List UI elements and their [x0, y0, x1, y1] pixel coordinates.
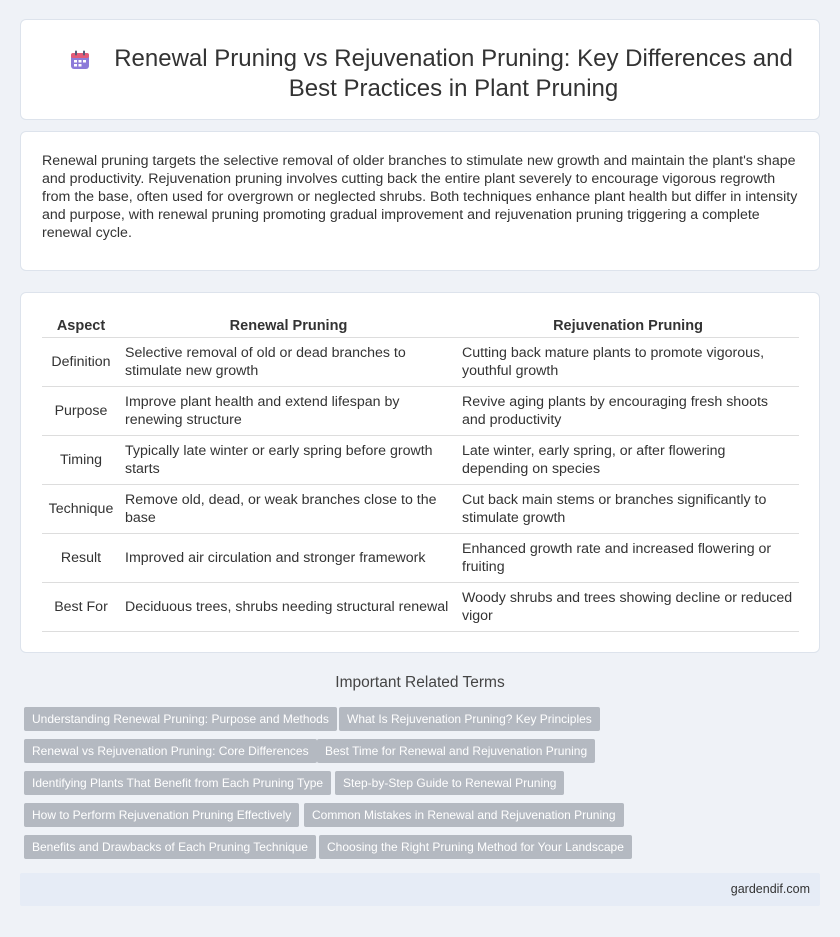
- cell-aspect: Definition: [42, 337, 120, 386]
- cell-renewal: Improve plant health and extend lifespan by renewing structure: [120, 386, 457, 435]
- table-row: [42, 484, 799, 533]
- footer: [20, 873, 820, 906]
- cell-renewal: Remove old, dead, or weak branches close to the base: [120, 484, 457, 533]
- header-rejuvenation: Rejuvenation Pruning: [457, 312, 799, 337]
- related-term-link[interactable]: Common Mistakes in Renewal and Rejuvenation Pruning: [304, 803, 624, 827]
- table-header-row: [42, 312, 799, 337]
- related-term-link[interactable]: Step-by-Step Guide to Renewal Pruning: [335, 771, 564, 795]
- table-row: [42, 435, 799, 484]
- related-terms-title: Important Related Terms: [335, 674, 505, 691]
- cell-aspect: Purpose: [42, 386, 120, 435]
- header-aspect: Aspect: [42, 312, 120, 337]
- related-term-link[interactable]: Identifying Plants That Benefit from Each Pruning Type: [24, 771, 331, 795]
- summary-card: [20, 131, 820, 271]
- related-term-link[interactable]: How to Perform Rejuvenation Pruning Effectively: [24, 803, 299, 827]
- cell-rejuvenation: Revive aging plants by encouraging fresh shoots and productivity: [457, 386, 799, 435]
- cell-aspect: Timing: [42, 435, 120, 484]
- comparison-table: [42, 312, 799, 632]
- page-title: Renewal Pruning vs Rejuvenation Pruning: Key Differences and Best Practices in Plant Pruning: [114, 45, 793, 102]
- related-term-link[interactable]: What Is Rejuvenation Pruning? Key Principles: [339, 707, 600, 731]
- cell-rejuvenation: Cut back main stems or branches significantly to stimulate growth: [457, 484, 799, 533]
- related-term-link[interactable]: Benefits and Drawbacks of Each Pruning Technique: [24, 835, 316, 859]
- cell-renewal: Typically late winter or early spring before growth starts: [120, 435, 457, 484]
- cell-aspect: Technique: [42, 484, 120, 533]
- related-term-link[interactable]: Choosing the Right Pruning Method for Your Landscape: [319, 835, 632, 859]
- table-row: [42, 582, 799, 631]
- calendar-icon: [68, 48, 92, 72]
- header-card: [20, 19, 820, 120]
- cell-renewal: Deciduous trees, shrubs needing structural renewal: [120, 582, 457, 631]
- cell-renewal: Improved air circulation and stronger framework: [120, 533, 457, 582]
- related-term-link[interactable]: Understanding Renewal Pruning: Purpose and Methods: [24, 707, 337, 731]
- cell-rejuvenation: Enhanced growth rate and increased flowering or fruiting: [457, 533, 799, 582]
- table-row: [42, 386, 799, 435]
- cell-rejuvenation: Late winter, early spring, or after flowering depending on species: [457, 435, 799, 484]
- related-term-link[interactable]: Renewal vs Rejuvenation Pruning: Core Differences: [24, 739, 317, 763]
- header-renewal: Renewal Pruning: [120, 312, 457, 337]
- cell-renewal: Selective removal of old or dead branches to stimulate new growth: [120, 337, 457, 386]
- comparison-table-card: [20, 292, 820, 653]
- footer-site-name: gardendif.com: [730, 882, 810, 896]
- summary-text: Renewal pruning targets the selective removal of older branches to stimulate new growth and maintain the plant's shape and productivity. Rejuvenation pruning involves cutting back the entire plant severely to encourage vigorous regrowth from the base, often used for overgrown or neglected shrubs. Both techniques enhance plant health but differ in intensity and purpose, with renewal pruning promoting gradual improvement and rejuvenation pruning triggering a complete renewal cycle.: [42, 153, 798, 241]
- table-row: [42, 337, 799, 386]
- cell-aspect: Best For: [42, 582, 120, 631]
- cell-aspect: Result: [42, 533, 120, 582]
- cell-rejuvenation: Cutting back mature plants to promote vigorous, youthful growth: [457, 337, 799, 386]
- related-term-link[interactable]: Best Time for Renewal and Rejuvenation Pruning: [317, 739, 595, 763]
- cell-rejuvenation: Woody shrubs and trees showing decline or reduced vigor: [457, 582, 799, 631]
- table-row: [42, 533, 799, 582]
